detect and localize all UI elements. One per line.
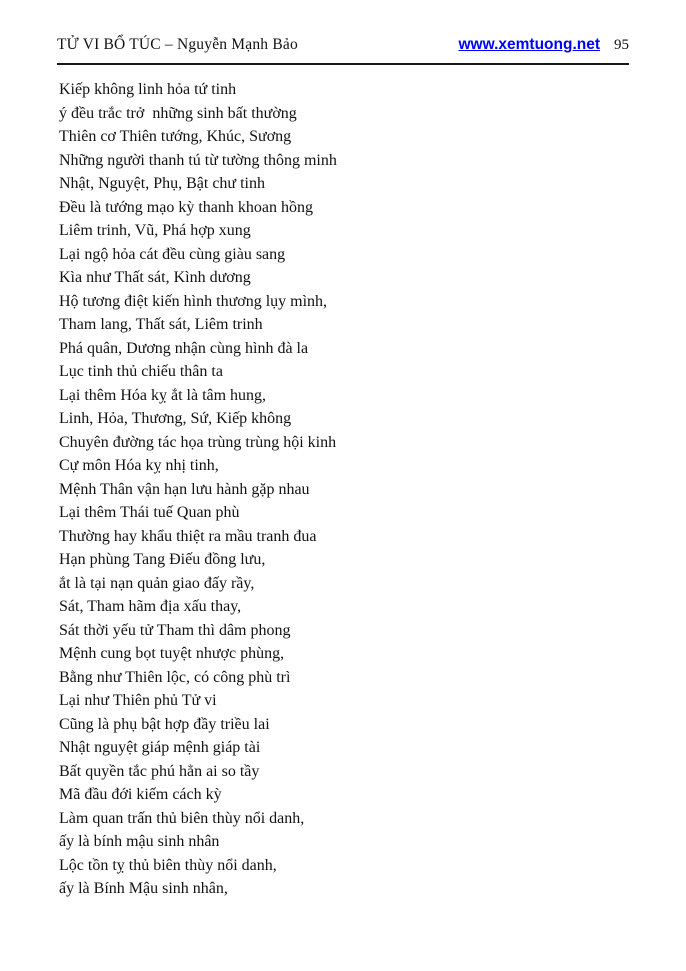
poem-line: ý đều trắc trở những sinh bất thường <box>59 104 297 122</box>
poem-line: Lại ngộ hỏa cát đều cùng giàu sang <box>59 245 286 263</box>
poem-line: Kìa như Thất sát, Kình dương <box>59 269 251 286</box>
poem <box>57 78 629 901</box>
poem-line: Đều là tướng mạo kỳ thanh khoan hồng <box>59 198 313 216</box>
poem-line: Những người thanh tú từ tường thông minh <box>59 151 337 169</box>
book-title: TỬ VI BỔ TÚC – Nguyễn Mạnh Bảo <box>57 36 298 53</box>
poem-line: Liêm trinh, Vũ, Phá hợp xung <box>59 222 251 239</box>
poem-line: Sát thời yếu tử Tham thì dâm phong <box>59 621 291 639</box>
poem-line: ắt là tại nạn quản giao đấy rầy, <box>59 574 255 592</box>
poem-line: Mã đầu đới kiếm cách kỳ <box>59 786 222 803</box>
poem-line: Tham lang, Thất sát, Liêm trinh <box>59 316 263 333</box>
poem-line: ấy là bính mậu sinh nhân <box>59 833 220 850</box>
poem-line: Mệnh cung bọt tuyệt nhược phùng, <box>59 645 285 662</box>
page-number: 95 <box>614 37 629 53</box>
poem-line: Chuyên đường tác họa trùng trùng hội kinh <box>59 433 337 451</box>
poem-line: Lộc tồn tỵ thủ biên thùy nổi danh, <box>59 856 277 874</box>
poem-line: ấy là Bính Mậu sinh nhân, <box>59 880 228 897</box>
poem-line: Cự môn Hóa kỵ nhị tinh, <box>59 457 219 474</box>
poem-line: Linh, Hỏa, Thương, Sứ, Kiếp không <box>59 410 292 427</box>
poem-line: Kiếp không linh hỏa tứ tinh <box>59 81 237 98</box>
poem-line: Nhật, Nguyệt, Phụ, Bật chư tinh <box>59 175 265 192</box>
poem-line: Nhật nguyệt giáp mệnh giáp tài <box>59 739 261 756</box>
poem-line: Lục tinh thủ chiếu thân ta <box>59 363 223 380</box>
poem-line: Phá quân, Dương nhận cùng hình đà la <box>59 339 309 357</box>
poem-line: Hạn phùng Tang Điếu đồng lưu, <box>59 551 266 568</box>
header-right-group <box>458 36 629 54</box>
poem-line: Lại như Thiên phủ Tử vi <box>59 692 217 709</box>
poem-line: Làm quan trấn thủ biên thùy nổi danh, <box>59 809 305 827</box>
document-page <box>57 36 629 901</box>
poem-line: Lại thêm Thái tuế Quan phù <box>59 504 240 521</box>
website-link[interactable]: www.xemtuong.net <box>458 36 600 53</box>
poem-line: Thiên cơ Thiên tướng, Khúc, Sương <box>59 128 292 145</box>
poem-line: Bất quyền tắc phú hẳn ai so tầy <box>59 762 260 780</box>
poem-line: Bằng như Thiên lộc, có công phù trì <box>59 668 291 686</box>
poem-line: Sát, Tham hãm địa xấu thay, <box>59 598 242 615</box>
poem-line: Cũng là phụ bật hợp đầy triều lai <box>59 715 270 733</box>
poem-line: Mệnh Thân vận hạn lưu hành gặp nhau <box>59 480 310 498</box>
poem-line: Hộ tương điệt kiến hình thương lụy mình, <box>59 292 328 310</box>
poem-line: Thường hay khẩu thiệt ra mầu tranh đua <box>59 527 317 545</box>
poem-line: Lại thêm Hóa kỵ ắt là tâm hung, <box>59 386 267 404</box>
page-header <box>57 36 629 65</box>
